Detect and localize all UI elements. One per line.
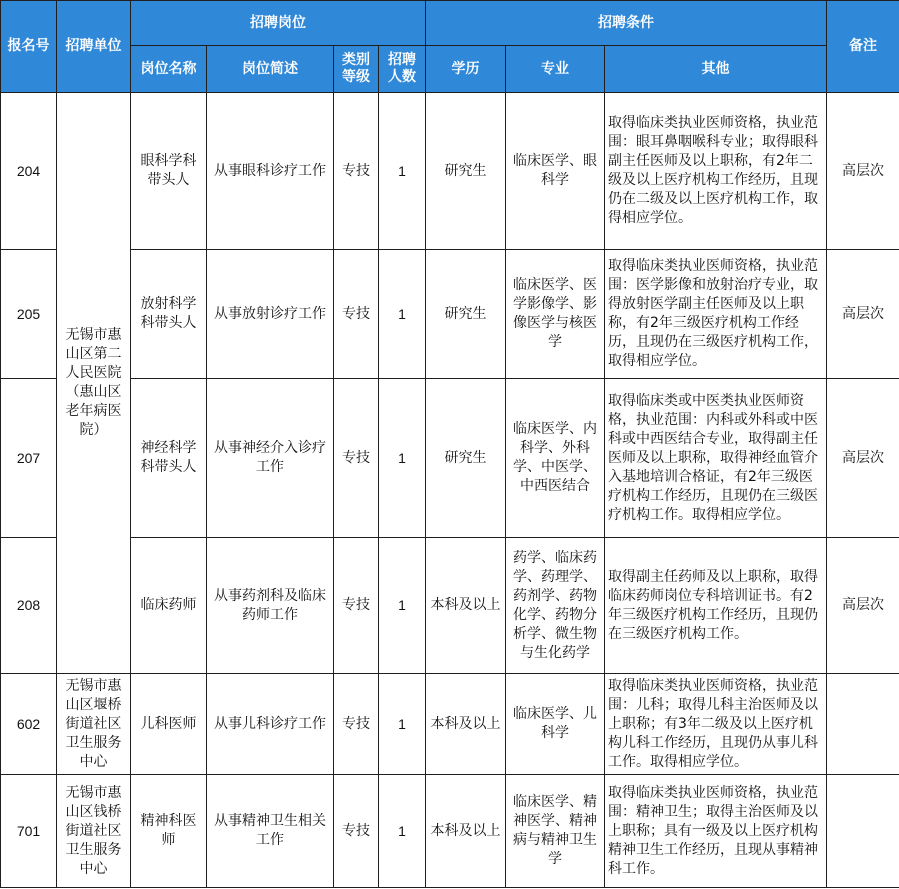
row-post-desc: 从事药剂科及临床药师工作 <box>207 538 334 674</box>
row-remark <box>827 674 899 775</box>
header-major: 专业 <box>506 46 605 93</box>
header-other: 其他 <box>605 46 827 93</box>
header-category: 类别等级 <box>334 46 379 93</box>
row-other: 取得临床类或中医类执业医师资格，执业范围：内科或外科或中医科或中西医结合专业，取得副主任医师及以上职称，取得神经血管介入基地培训合格证，有2年三级医疗机构工作经历，且现仍在三级医疗机构工作。取得相应学位。 <box>605 379 827 538</box>
table-row <box>1 93 899 250</box>
row-other: 取得临床类执业医师资格，执业范围：儿科；取得儿科主治医师及以上职称；有3年二级及以上医疗机构儿科工作经历，且现仍从事儿科工作。取得相应学位。 <box>605 674 827 775</box>
header-unit: 招聘单位 <box>57 1 131 93</box>
row-category: 专技 <box>334 379 379 538</box>
row-education: 研究生 <box>426 379 506 538</box>
row-major: 临床医学、医学影像学、影像医学与核医学 <box>506 250 605 379</box>
row-unit: 无锡市惠山区堰桥街道社区卫生服务中心 <box>57 674 131 775</box>
table-row <box>1 775 899 888</box>
row-major: 临床医学、眼科学 <box>506 93 605 250</box>
row-post-desc: 从事眼科诊疗工作 <box>207 93 334 250</box>
row-post-name: 精神科医师 <box>131 775 207 888</box>
row-post-name: 神经科学科带头人 <box>131 379 207 538</box>
row-id: 701 <box>1 775 57 888</box>
row-count: 1 <box>379 250 426 379</box>
row-category: 专技 <box>334 538 379 674</box>
header-post-desc: 岗位简述 <box>207 46 334 93</box>
header-education: 学历 <box>426 46 506 93</box>
row-major: 临床医学、精神医学、精神病与精神卫生学 <box>506 775 605 888</box>
row-remark: 高层次 <box>827 538 899 674</box>
row-education: 本科及以上 <box>426 538 506 674</box>
header-id: 报名号 <box>1 1 57 93</box>
header-post-name: 岗位名称 <box>131 46 207 93</box>
row-category: 专技 <box>334 674 379 775</box>
row-category: 专技 <box>334 250 379 379</box>
table-row <box>1 379 899 538</box>
row-post-desc: 从事精神卫生相关工作 <box>207 775 334 888</box>
row-id: 208 <box>1 538 57 674</box>
row-count: 1 <box>379 93 426 250</box>
header-remark: 备注 <box>827 1 899 93</box>
row-unit: 无锡市惠山区第二人民医院（惠山区老年病医院） <box>57 93 131 674</box>
row-count: 1 <box>379 538 426 674</box>
row-remark: 高层次 <box>827 250 899 379</box>
table-row <box>1 538 899 674</box>
row-major: 临床医学、儿科学 <box>506 674 605 775</box>
row-unit: 无锡市惠山区钱桥街道社区卫生服务中心 <box>57 775 131 888</box>
table-row <box>1 674 899 775</box>
row-remark: 高层次 <box>827 93 899 250</box>
row-id: 205 <box>1 250 57 379</box>
row-count: 1 <box>379 379 426 538</box>
row-other: 取得临床类执业医师资格，执业范围：精神卫生；取得主治医师及以上职称；具有一级及以上医疗机构精神卫生工作经历，且现从事精神科工作。 <box>605 775 827 888</box>
row-post-desc: 从事神经介入诊疗工作 <box>207 379 334 538</box>
row-education: 研究生 <box>426 250 506 379</box>
row-category: 专技 <box>334 93 379 250</box>
row-post-desc: 从事放射诊疗工作 <box>207 250 334 379</box>
row-id: 602 <box>1 674 57 775</box>
row-education: 研究生 <box>426 93 506 250</box>
row-remark: 高层次 <box>827 379 899 538</box>
row-other: 取得副主任药师及以上职称，取得临床药师岗位专科培训证书。有2年三级医疗机构工作经历，且现仍在三级医疗机构工作。 <box>605 538 827 674</box>
row-post-desc: 从事儿科诊疗工作 <box>207 674 334 775</box>
row-category: 专技 <box>334 775 379 888</box>
row-major: 临床医学、内科学、外科学、中医学、中西医结合 <box>506 379 605 538</box>
row-education: 本科及以上 <box>426 674 506 775</box>
header-count: 招聘人数 <box>379 46 426 93</box>
row-post-name: 眼科学科带头人 <box>131 93 207 250</box>
row-post-name: 儿科医师 <box>131 674 207 775</box>
header-condition-group: 招聘条件 <box>426 1 827 46</box>
header-post-group: 招聘岗位 <box>131 1 426 46</box>
row-remark <box>827 775 899 888</box>
row-count: 1 <box>379 775 426 888</box>
row-other: 取得临床类执业医师资格，执业范围：医学影像和放射治疗专业，取得放射医学副主任医师及以上职称，有2年三级医疗机构工作经历，且现仍在三级医疗机构工作，取得相应学位。 <box>605 250 827 379</box>
row-id: 207 <box>1 379 57 538</box>
row-count: 1 <box>379 674 426 775</box>
table-row <box>1 250 899 379</box>
row-education: 本科及以上 <box>426 775 506 888</box>
row-post-name: 临床药师 <box>131 538 207 674</box>
row-major: 药学、临床药学、药理学、药剂学、药物化学、药物分析学、微生物与生化药学 <box>506 538 605 674</box>
row-other: 取得临床类执业医师资格，执业范围：眼耳鼻咽喉科专业；取得眼科副主任医师及以上职称，有2年二级及以上医疗机构工作经历，且现仍在二级及以上医疗机构工作，取得相应学位。 <box>605 93 827 250</box>
row-id: 204 <box>1 93 57 250</box>
row-post-name: 放射科学科带头人 <box>131 250 207 379</box>
